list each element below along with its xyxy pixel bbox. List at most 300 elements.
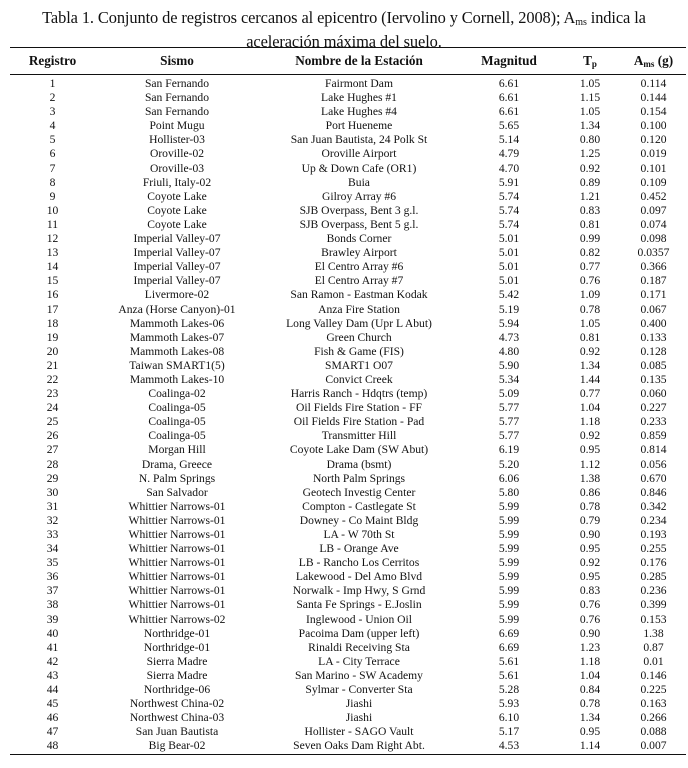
table-row: [10, 359, 686, 373]
cell-tp: 0.81: [579, 330, 601, 344]
cell-registro: 22: [46, 372, 59, 386]
cell-tp: 1.04: [579, 401, 601, 415]
cell-tp: 1.25: [579, 147, 601, 161]
caption-text: Tabla 1. Conjunto de registros cercanos al epicentro (Iervolino y Cornell, 2008); A: [42, 8, 576, 27]
cell-magnitud: 6.06: [498, 471, 520, 485]
cell-sismo: Northwest China-03: [129, 711, 225, 725]
cell-magnitud: 5.93: [498, 697, 520, 711]
cell-estacion: SJB Overpass, Bent 5 g.l.: [299, 217, 419, 231]
table-row: [10, 119, 686, 133]
cell-ams: 0.056: [640, 457, 667, 471]
cell-sismo: Whittier Narrows-01: [128, 513, 226, 527]
table-row: [10, 331, 686, 345]
table-row: [10, 345, 686, 359]
cell-registro: 42: [46, 654, 59, 668]
cell-estacion: Up & Down Cafe (OR1): [301, 161, 417, 175]
cell-registro: 11: [46, 217, 59, 231]
cell-estacion: Fairmont Dam: [325, 77, 393, 90]
cell-magnitud: 5.42: [498, 288, 520, 302]
cell-registro: 46: [46, 711, 59, 725]
cell-sismo: Whittier Narrows-01: [128, 528, 226, 541]
caption-subscript: ms: [575, 17, 587, 28]
cell-estacion: Inglewood - Union Oil: [306, 612, 412, 626]
table-row: [10, 133, 686, 147]
cell-sismo: Imperial Valley-07: [133, 232, 221, 246]
cell-registro: 4: [49, 119, 56, 133]
table-row: [10, 500, 686, 514]
cell-sismo: San Juan Bautista: [135, 725, 219, 739]
header-tp: [559, 48, 621, 75]
cell-sismo: Morgan Hill: [148, 443, 206, 457]
cell-estacion: Brawley Airport: [321, 246, 397, 260]
cell-estacion: Lakewood - Del Amo Blvd: [295, 570, 423, 584]
cell-magnitud: 5.99: [498, 528, 520, 541]
cell-estacion: Transmitter Hill: [321, 429, 397, 443]
cell-sismo: San Fernando: [144, 91, 210, 105]
cell-tp: 1.14: [559, 739, 621, 754]
records-table: [10, 47, 686, 755]
cell-magnitud: 5.99: [498, 570, 520, 584]
cell-estacion: Lake Hughes #4: [321, 105, 397, 119]
cell-sismo: Coalinga-05: [148, 415, 206, 429]
cell-sismo: Oroville-02: [149, 147, 205, 161]
cell-estacion: Drama (bsmt): [326, 457, 392, 471]
cell-magnitud: 5.99: [498, 542, 520, 556]
cell-tp: 0.84: [579, 683, 601, 697]
cell-sismo: Northridge-01: [143, 640, 211, 654]
cell-sismo: Livermore-02: [144, 288, 210, 302]
cell-magnitud: 5.77: [498, 415, 520, 429]
cell-ams: 0.0357: [637, 246, 670, 260]
cell-magnitud: 5.28: [498, 683, 520, 697]
table-body: [10, 75, 686, 755]
cell-ams: 0.233: [640, 415, 667, 429]
table-row: [10, 288, 686, 302]
cell-estacion: Jiashi: [345, 697, 373, 711]
cell-estacion: Anza Fire Station: [318, 302, 400, 316]
cell-magnitud: 5.99: [498, 584, 520, 598]
cell-magnitud: 5.34: [498, 372, 520, 386]
cell-ams: 0.285: [640, 570, 667, 584]
cell-estacion: El Centro Array #7: [314, 274, 404, 288]
cell-tp: 0.99: [579, 232, 601, 246]
cell-magnitud: 5.19: [498, 302, 520, 316]
cell-estacion: Hollister - SAGO Vault: [304, 725, 414, 739]
table-row: [10, 218, 686, 232]
cell-estacion: Rinaldi Receiving Sta: [308, 640, 410, 654]
cell-ams: 0.144: [640, 91, 667, 105]
cell-tp: 1.34: [579, 711, 601, 725]
cell-estacion: Downey - Co Maint Bldg: [299, 513, 419, 527]
cell-tp: 0.76: [579, 274, 601, 288]
table-row: [10, 739, 686, 754]
cell-magnitud: 5.01: [498, 260, 520, 274]
cell-ams: 0.163: [640, 697, 667, 711]
cell-ams: 0.154: [640, 105, 667, 119]
cell-estacion: Fish & Game (FIS): [314, 344, 404, 358]
cell-ams: 0.176: [640, 556, 667, 570]
table-row: [10, 246, 686, 260]
cell-registro: 15: [46, 274, 59, 288]
cell-tp: 1.21: [579, 189, 601, 203]
cell-ams: 0.227: [640, 401, 667, 415]
cell-sismo: Mammoth Lakes-10: [129, 372, 225, 386]
cell-ams: 0.007: [621, 739, 686, 754]
cell-ams: 0.234: [640, 513, 667, 527]
cell-magnitud: 5.74: [498, 203, 520, 217]
cell-estacion: El Centro Array #6: [314, 260, 404, 274]
cell-sismo: Whittier Narrows-02: [128, 612, 226, 626]
cell-sismo: Sierra Madre: [146, 668, 208, 682]
table-row: [10, 570, 686, 584]
cell-estacion: Port Hueneme: [325, 119, 393, 133]
cell-registro: 30: [46, 485, 59, 499]
cell-tp: 0.90: [579, 626, 601, 640]
cell-magnitud: 5.94: [498, 316, 520, 330]
cell-ams: 0.101: [640, 161, 667, 175]
cell-ams: 0.060: [640, 387, 667, 401]
cell-registro: 48: [10, 739, 95, 754]
table-row: [10, 260, 686, 274]
cell-sismo: Coyote Lake: [147, 203, 207, 217]
cell-sismo: Hollister-03: [149, 133, 205, 147]
header-ams-sub: ms: [643, 59, 655, 69]
table-header: [10, 48, 686, 75]
cell-magnitud: 5.01: [498, 274, 520, 288]
table-row: [10, 317, 686, 331]
cell-magnitud: 6.69: [498, 640, 520, 654]
cell-registro: 20: [46, 344, 59, 358]
cell-sismo: Coalinga-02: [148, 387, 206, 401]
cell-registro: 18: [46, 316, 59, 330]
table-row: [10, 429, 686, 443]
cell-registro: 13: [46, 246, 59, 260]
cell-registro: 16: [46, 288, 59, 302]
table-row: [10, 190, 686, 204]
cell-sismo: Whittier Narrows-01: [128, 556, 226, 570]
table-row: [10, 303, 686, 317]
cell-ams: 0.085: [640, 358, 667, 372]
cell-sismo: Coyote Lake: [147, 189, 207, 203]
cell-ams: 0.135: [640, 372, 667, 386]
cell-registro: 5: [49, 133, 56, 147]
cell-estacion: Jiashi: [345, 711, 373, 725]
table-row: [10, 443, 686, 457]
cell-registro: 3: [49, 105, 56, 119]
cell-magnitud: 5.74: [498, 217, 520, 231]
cell-estacion: Pacoima Dam (upper left): [298, 626, 420, 640]
cell-registro: 43: [46, 668, 59, 682]
cell-sismo: Northridge-01: [143, 626, 211, 640]
cell-tp: 0.78: [579, 499, 601, 513]
cell-sismo: Sierra Madre: [146, 654, 208, 668]
cell-sismo: Whittier Narrows-01: [128, 598, 226, 612]
cell-registro: 34: [46, 542, 59, 556]
cell-ams: 0.019: [640, 147, 667, 161]
cell-tp: 0.78: [579, 697, 601, 711]
cell-ams: 0.399: [640, 598, 667, 612]
cell-sismo: Imperial Valley-07: [133, 260, 221, 274]
cell-sismo: Whittier Narrows-01: [128, 584, 226, 598]
cell-ams: 0.128: [640, 344, 667, 358]
cell-magnitud: 5.91: [498, 175, 520, 189]
cell-magnitud: 5.65: [498, 119, 520, 133]
cell-sismo: Imperial Valley-07: [133, 274, 221, 288]
cell-sismo: Coyote Lake: [147, 217, 207, 231]
cell-sismo: San Fernando: [144, 77, 210, 90]
cell-registro: 36: [46, 570, 59, 584]
table-row: [10, 458, 686, 472]
cell-tp: 0.76: [579, 598, 601, 612]
cell-ams: 0.01: [643, 654, 664, 668]
table-row: [10, 584, 686, 598]
cell-ams: 0.074: [640, 217, 667, 231]
cell-sismo: Whittier Narrows-01: [128, 542, 226, 556]
cell-tp: 0.92: [579, 429, 601, 443]
cell-ams: 0.133: [640, 330, 667, 344]
cell-magnitud: 5.77: [498, 401, 520, 415]
cell-ams: 0.120: [640, 133, 667, 147]
table-row: [10, 232, 686, 246]
table-row: [10, 147, 686, 161]
cell-ams: 0.171: [640, 288, 667, 302]
cell-magnitud: 6.19: [498, 443, 520, 457]
cell-magnitud: 6.69: [498, 626, 520, 640]
cell-registro: 1: [49, 77, 56, 90]
table-row: [10, 401, 686, 415]
cell-sismo: Whittier Narrows-01: [128, 499, 226, 513]
cell-registro: 28: [46, 457, 59, 471]
cell-magnitud: 5.74: [498, 189, 520, 203]
cell-registro: 31: [46, 499, 59, 513]
cell-magnitud: 4.80: [498, 344, 520, 358]
cell-tp: 0.82: [579, 246, 601, 260]
cell-sismo: Friuli, Italy-02: [142, 175, 212, 189]
cell-estacion: LA - City Terrace: [318, 654, 400, 668]
table-row: [10, 598, 686, 612]
cell-tp: 0.92: [579, 161, 601, 175]
cell-ams: 0.255: [640, 542, 667, 556]
cell-ams: 0.187: [640, 274, 667, 288]
cell-tp: 1.05: [579, 77, 601, 90]
cell-ams: 0.87: [643, 640, 664, 654]
cell-magnitud: 5.90: [498, 358, 520, 372]
cell-tp: 1.44: [579, 372, 601, 386]
cell-magnitud: 4.70: [498, 161, 520, 175]
cell-tp: 0.90: [579, 528, 601, 541]
table-row: [10, 75, 686, 92]
cell-tp: 0.80: [579, 133, 601, 147]
cell-registro: 2: [49, 91, 56, 105]
cell-registro: 9: [49, 189, 56, 203]
cell-registro: 10: [46, 203, 59, 217]
cell-tp: 1.18: [579, 654, 601, 668]
cell-tp: 0.92: [579, 344, 601, 358]
cell-tp: 1.18: [579, 415, 601, 429]
cell-tp: 0.83: [579, 203, 601, 217]
cell-magnitud: 4.73: [498, 330, 520, 344]
cell-estacion: Long Valley Dam (Upr L Abut): [286, 316, 432, 330]
cell-tp: 0.95: [579, 542, 601, 556]
cell-estacion: Convict Creek: [325, 372, 393, 386]
cell-ams: 0.342: [640, 499, 667, 513]
cell-tp: 0.95: [579, 570, 601, 584]
cell-sismo: Anza (Horse Canyon)-01: [118, 302, 236, 316]
cell-sismo: Big Bear-02: [95, 739, 259, 754]
cell-ams: 0.193: [640, 528, 667, 541]
cell-sismo: Northridge-06: [143, 683, 211, 697]
table-row: [10, 683, 686, 697]
cell-registro: 38: [46, 598, 59, 612]
caption-text-tail: indica la: [586, 8, 646, 27]
cell-sismo: San Salvador: [146, 485, 208, 499]
table-row: [10, 373, 686, 387]
cell-registro: 8: [49, 175, 56, 189]
cell-tp: 0.76: [579, 612, 601, 626]
cell-estacion: Oil Fields Fire Station - Pad: [293, 415, 425, 429]
cell-sismo: Oroville-03: [149, 161, 205, 175]
cell-registro: 7: [49, 161, 56, 175]
cell-tp: 0.86: [579, 485, 601, 499]
cell-magnitud: 5.01: [498, 232, 520, 246]
cell-estacion: San Juan Bautista, 24 Polk St: [290, 133, 428, 147]
cell-magnitud: 4.53: [459, 739, 559, 754]
cell-tp: 0.95: [579, 443, 601, 457]
table-row: [10, 556, 686, 570]
cell-estacion: Compton - Castlegate St: [302, 499, 416, 513]
table-row: [10, 204, 686, 218]
cell-estacion: Buia: [348, 175, 370, 189]
cell-sismo: N. Palm Springs: [138, 471, 216, 485]
cell-magnitud: 6.10: [498, 711, 520, 725]
cell-tp: 0.81: [579, 217, 601, 231]
cell-magnitud: 5.80: [498, 485, 520, 499]
cell-registro: 26: [46, 429, 59, 443]
cell-ams: 0.114: [640, 77, 667, 90]
cell-estacion: San Marino - SW Academy: [295, 668, 423, 682]
table-row: [10, 105, 686, 119]
cell-registro: 40: [46, 626, 59, 640]
cell-ams: 0.400: [640, 316, 667, 330]
cell-magnitud: 5.61: [498, 668, 520, 682]
cell-ams: 0.846: [640, 485, 667, 499]
cell-estacion: Coyote Lake Dam (SW Abut): [289, 443, 429, 457]
cell-registro: 39: [46, 612, 59, 626]
cell-tp: 0.92: [579, 556, 601, 570]
cell-estacion: Sylmar - Converter Sta: [305, 683, 413, 697]
cell-registro: 47: [46, 725, 59, 739]
cell-magnitud: 5.61: [498, 654, 520, 668]
cell-tp: 1.23: [579, 640, 601, 654]
table-row: [10, 162, 686, 176]
cell-sismo: Point Mugu: [149, 119, 205, 133]
cell-tp: 0.95: [579, 725, 601, 739]
cell-registro: 32: [46, 513, 59, 527]
cell-magnitud: 5.01: [498, 246, 520, 260]
table-row: [10, 472, 686, 486]
cell-estacion: LA - W 70th St: [323, 528, 395, 541]
cell-tp: 1.05: [579, 105, 601, 119]
table-row: [10, 528, 686, 542]
cell-ams: 0.366: [640, 260, 667, 274]
table-row: [10, 669, 686, 683]
cell-magnitud: 5.99: [498, 598, 520, 612]
cell-tp: 0.83: [579, 584, 601, 598]
table-row: [10, 415, 686, 429]
header-ams-unit: (g): [654, 53, 674, 68]
table-row: [10, 613, 686, 627]
cell-estacion: San Ramon - Eastman Kodak: [290, 288, 428, 302]
cell-tp: 1.05: [579, 316, 601, 330]
cell-registro: 44: [46, 683, 59, 697]
cell-sismo: Taiwan SMART1(5): [129, 358, 225, 372]
table-row: [10, 711, 686, 725]
caption-line-2: aceleración máxima del suelo.: [246, 32, 442, 51]
cell-estacion: LB - Orange Ave: [319, 542, 399, 556]
cell-registro: 12: [46, 232, 59, 246]
cell-registro: 27: [46, 443, 59, 457]
cell-tp: 1.12: [579, 457, 601, 471]
header-estacion: Nombre de la Estación: [259, 48, 459, 75]
header-ams: [621, 48, 686, 75]
cell-ams: 0.067: [640, 302, 667, 316]
table-row: [10, 542, 686, 556]
cell-magnitud: 4.79: [498, 147, 520, 161]
header-tp-main: T: [583, 53, 592, 68]
cell-ams: 0.814: [640, 443, 667, 457]
cell-tp: 1.38: [579, 471, 601, 485]
cell-registro: 6: [49, 147, 56, 161]
cell-sismo: Drama, Greece: [141, 457, 213, 471]
caption-line-1: [0, 8, 688, 32]
table-caption: [0, 8, 688, 51]
cell-estacion: Gilroy Array #6: [321, 189, 397, 203]
table-row: [10, 725, 686, 739]
cell-tp: 0.77: [579, 387, 601, 401]
cell-registro: 17: [46, 302, 59, 316]
cell-sismo: Northwest China-02: [129, 697, 225, 711]
cell-estacion: Lake Hughes #1: [321, 91, 397, 105]
cell-magnitud: 5.99: [498, 556, 520, 570]
table-row: [10, 91, 686, 105]
table-row: [10, 655, 686, 669]
table-row: [10, 387, 686, 401]
header-ams-main: A: [633, 53, 644, 68]
cell-sismo: Coalinga-05: [148, 401, 206, 415]
cell-tp: 0.78: [579, 302, 601, 316]
cell-ams: 0.236: [640, 584, 667, 598]
cell-registro: 45: [46, 697, 59, 711]
cell-ams: 0.146: [640, 668, 667, 682]
cell-sismo: Imperial Valley-07: [133, 246, 221, 260]
cell-ams: 0.670: [640, 471, 667, 485]
cell-ams: 0.098: [640, 232, 667, 246]
cell-sismo: San Fernando: [144, 105, 210, 119]
cell-estacion: Oroville Airport: [321, 147, 397, 161]
table-row: [10, 274, 686, 288]
cell-tp: 0.77: [579, 260, 601, 274]
table-row: [10, 486, 686, 500]
cell-estacion: Bonds Corner: [326, 232, 392, 246]
cell-estacion: Seven Oaks Dam Right Abt.: [259, 739, 459, 754]
cell-tp: 0.79: [579, 513, 601, 527]
cell-tp: 1.09: [579, 288, 601, 302]
cell-estacion: SJB Overpass, Bent 3 g.l.: [299, 203, 419, 217]
header-registro: Registro: [10, 48, 95, 75]
cell-ams: 0.859: [640, 429, 667, 443]
cell-registro: 24: [46, 401, 59, 415]
cell-registro: 14: [46, 260, 59, 274]
